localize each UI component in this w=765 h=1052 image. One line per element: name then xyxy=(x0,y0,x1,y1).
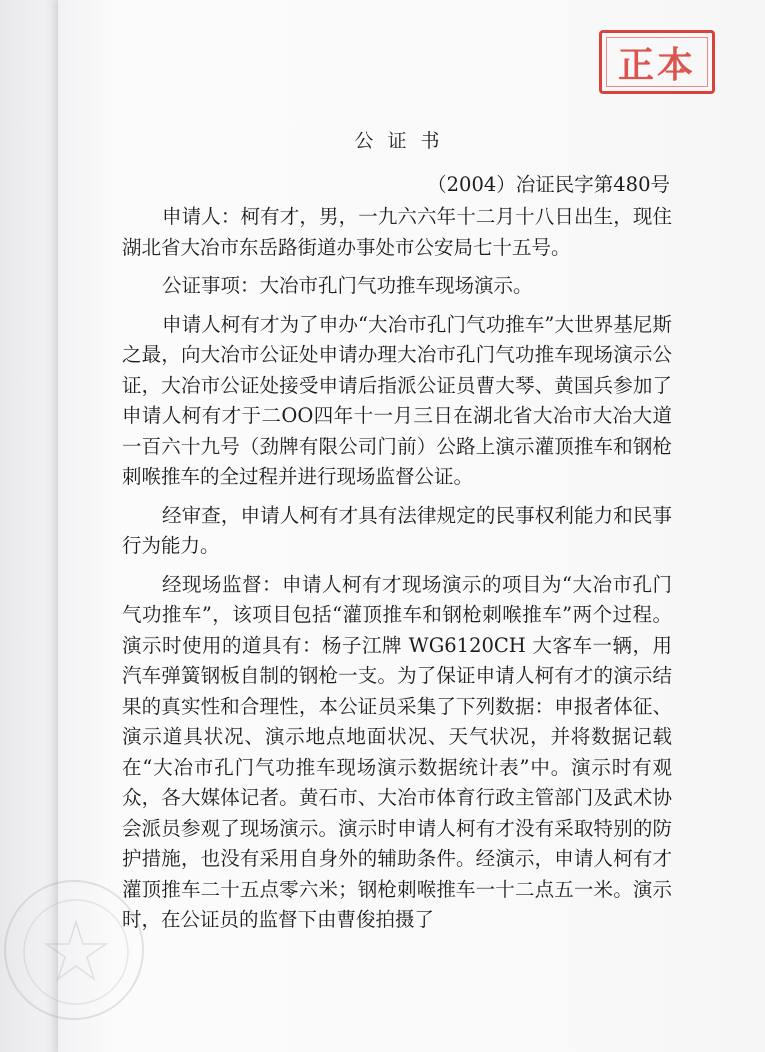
review-paragraph: 经审查，申请人柯有才具有法律规定的民事权利能力和民事行为能力。 xyxy=(122,503,672,557)
document-number: （2004）冶证民字第480号 xyxy=(427,172,670,196)
application-paragraph: 申请人柯有才为了申办“大冶市孔门气功推车”大世界基尼斯之最，向大冶市公证处申请办理大冶市孔门气功推车现场演示公证，大冶市公证处接受申请后指派公证员曹大琴、黄国兵参加了申请人柯有才于二OO四年十一月三日在湖北省大冶市大冶大道一百六十九号（劲牌有限公司门前）公路上演示灌顶推车和钢枪刺喉推车的全过程并进行现场监督公证。 xyxy=(122,312,672,488)
stamp-text: 正本 xyxy=(617,44,696,86)
document-title: 公证书 xyxy=(354,130,454,152)
original-copy-stamp xyxy=(599,30,715,94)
supervision-paragraph: 经现场监督：申请人柯有才现场演示的项目为“大冶市孔门气功推车”，该项目包括“灌顶推车和钢枪刺喉推车”两个过程。演示时使用的道具有：杨子江牌 WG6120CH 大客车一辆，用汽车弹簧钢板自制的钢枪一支。为了保证申请人柯有才的演示结果的真实性和合理性，本公证员采集了下列数据：申报者体征、演示道具状况、演示地点地面状况、天气状况，并将数据记载在“大冶市孔门气功推车现场演示数据统计表”中。演示时有观众，各大媒体记者。黄石市、大冶市体育行政主管部门及武术协会派员参观了现场演示。演示时申请人柯有才没有采取特别的防护措施，也没有采用自身外的辅助条件。经演示，申请人柯有才灌顶推车二十五点零六米；钢枪刺喉推车一十二点五一米。演示时，在公证员的监督下由曹俊拍摄了 xyxy=(122,572,672,931)
notarized-matter-paragraph: 公证事项：大冶市孔门气功推车现场演示。 xyxy=(162,274,533,297)
applicant-paragraph: 申请人：柯有才，男，一九六六年十二月十八日出生，现住湖北省大冶市东岳路街道办事处市公安局七十五号。 xyxy=(122,205,672,259)
document-body xyxy=(122,118,672,944)
